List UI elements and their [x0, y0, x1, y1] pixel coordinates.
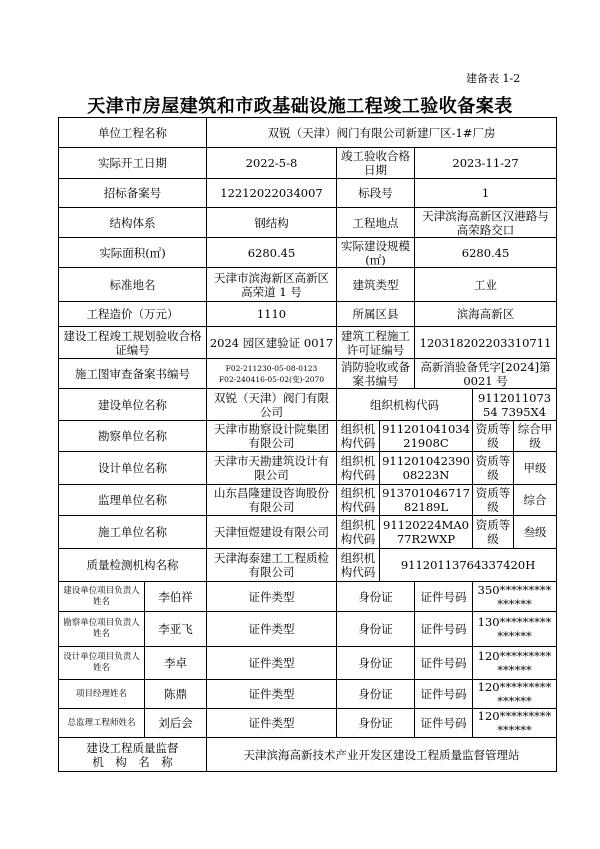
- label-cell: 标段号: [337, 179, 415, 208]
- value-cell: 综合甲级: [514, 421, 557, 452]
- value-cell: 身份证: [337, 709, 415, 738]
- table-row: [59, 421, 557, 452]
- table-row: [59, 118, 557, 148]
- value-cell: 91120224MA077R2WXP: [380, 516, 473, 549]
- value-cell: 91120113764337420H: [380, 549, 557, 582]
- label-cell: 证件号码: [415, 582, 473, 612]
- value-cell: 工业: [415, 268, 557, 302]
- supervision-label-line-1: 建设工程质量监督: [86, 740, 179, 755]
- page-title: 天津市房屋建筑和市政基础设施工程竣工验收备案表: [87, 96, 513, 117]
- label-cell: 竣工验收合格日期: [337, 148, 415, 179]
- table-row: [59, 208, 557, 238]
- label-cell: 监理单位名称: [59, 485, 207, 516]
- value-cell: 91120104103421908C: [380, 421, 473, 452]
- table-row: [59, 148, 557, 179]
- label-cell: 勘察单位名称: [59, 421, 207, 452]
- label-cell: 所属区县: [337, 302, 415, 327]
- value-cell: 山东昌隆建设咨询股份有限公司: [207, 485, 337, 516]
- label-cell: [59, 738, 207, 772]
- value-cell: 911201107354 7395X4: [473, 389, 557, 421]
- value-cell: 130***************: [473, 612, 557, 647]
- value-cell: 李伯祥: [145, 582, 207, 612]
- value-cell: 2024 园区建验证 0017: [207, 327, 337, 359]
- value-cell: 滨海高新区: [415, 302, 557, 327]
- filing-table: [58, 117, 557, 772]
- label-cell: 证件类型: [207, 612, 337, 647]
- label-cell: 证件号码: [415, 709, 473, 738]
- value-cell: 身份证: [337, 612, 415, 647]
- value-cell: 120***************: [473, 647, 557, 680]
- label-cell: 证件号码: [415, 612, 473, 647]
- table-row: [59, 452, 557, 485]
- label-cell: 项目经理姓名: [59, 680, 145, 709]
- label-cell: 组织机构代码: [337, 549, 380, 582]
- table-row: [59, 612, 557, 647]
- label-cell: 设计单位项目负责人姓名: [59, 647, 145, 680]
- label-cell: 设计单位名称: [59, 452, 207, 485]
- value-cell: 身份证: [337, 680, 415, 709]
- value-cell: 天津滨海高新区汉港路与高荣路交口: [415, 208, 557, 238]
- value-cell: 1: [415, 179, 557, 208]
- label-cell: 资质等级: [473, 485, 514, 516]
- table-row: [59, 389, 557, 421]
- value-cell: 6280.45: [207, 238, 337, 268]
- value-cell: 刘后会: [145, 709, 207, 738]
- drawing-number-1: F02-211230-05-08-0123: [225, 363, 318, 373]
- supervision-label-line-2: 机 构 名 称: [92, 754, 173, 769]
- value-cell: 身份证: [337, 582, 415, 612]
- drawing-number-2: F02-240416-05-02(变)-2070: [218, 374, 325, 384]
- table-row: [59, 647, 557, 680]
- value-cell: 高新消验备凭字[2024]第 0021 号: [415, 359, 557, 389]
- label-cell: 勘察单位项目负责人姓名: [59, 612, 145, 647]
- table-row: [59, 709, 557, 738]
- value-cell: 天津市勘察设计院集团有限公司: [207, 421, 337, 452]
- value-cell: 钢结构: [207, 208, 337, 238]
- table-row: [59, 302, 557, 327]
- label-cell: 证件类型: [207, 709, 337, 738]
- label-cell: 证件类型: [207, 582, 337, 612]
- value-cell: 叁级: [514, 516, 557, 549]
- form-number: 建备表 1-2: [466, 72, 521, 85]
- value-cell: 91120104239008223N: [380, 452, 473, 485]
- label-cell: 证件号码: [415, 680, 473, 709]
- table-row: [59, 179, 557, 208]
- value-cell: 120***************: [473, 680, 557, 709]
- label-cell: 证件类型: [207, 680, 337, 709]
- value-cell: 天津市滨海新区高新区高荣道 1 号: [207, 268, 337, 302]
- label-cell: 消防验收或备案书编号: [337, 359, 415, 389]
- value-cell: 6280.45: [415, 238, 557, 268]
- value-cell: 350***************: [473, 582, 557, 612]
- value-cell: 2023-11-27: [415, 148, 557, 179]
- label-cell: 组织机构代码: [337, 485, 380, 516]
- table-row: [59, 327, 557, 359]
- value-cell: [207, 359, 337, 389]
- value-cell: 李亚飞: [145, 612, 207, 647]
- label-cell: 实际建设规模(㎡): [337, 238, 415, 268]
- label-cell: 资质等级: [473, 452, 514, 485]
- table-row: [59, 485, 557, 516]
- value-cell: 天津市天勘建筑设计有限公司: [207, 452, 337, 485]
- label-cell: 标准地名: [59, 268, 207, 302]
- value-cell: 天津恒煜建设有限公司: [207, 516, 337, 549]
- value-cell: 天津海泰建工工程质检有限公司: [207, 549, 337, 582]
- value-cell: 913701046717 82189L: [380, 485, 473, 516]
- value-cell: 综合: [514, 485, 557, 516]
- label-cell: 证件号码: [415, 647, 473, 680]
- label-cell: 单位工程名称: [59, 118, 207, 148]
- table-row: [59, 238, 557, 268]
- label-cell: 实际面积(㎡): [59, 238, 207, 268]
- label-cell: 实际开工日期: [59, 148, 207, 179]
- value-cell: 甲级: [514, 452, 557, 485]
- table-row: [59, 738, 557, 772]
- label-cell: 组织机构代码: [337, 452, 380, 485]
- value-cell: 李卓: [145, 647, 207, 680]
- label-cell: 证件类型: [207, 647, 337, 680]
- label-cell: 资质等级: [473, 516, 514, 549]
- label-cell: 资质等级: [473, 421, 514, 452]
- table-row: [59, 680, 557, 709]
- label-cell: 建筑工程施工许可证编号: [337, 327, 415, 359]
- table-row: [59, 549, 557, 582]
- label-cell: 总监理工程师姓名: [59, 709, 145, 738]
- label-cell: 结构体系: [59, 208, 207, 238]
- label-cell: 建设单位名称: [59, 389, 207, 421]
- table-row: [59, 516, 557, 549]
- value-cell: 身份证: [337, 647, 415, 680]
- label-cell: 招标备案号: [59, 179, 207, 208]
- table-row: [59, 582, 557, 612]
- value-cell: 120318202203310711: [415, 327, 557, 359]
- value-cell: 陈鼎: [145, 680, 207, 709]
- value-cell: 双锐（天津）阀门有限公司新建厂区-1#厂房: [207, 118, 557, 148]
- table-row: [59, 268, 557, 302]
- label-cell: 组织机构代码: [337, 389, 473, 421]
- value-cell: 天津滨海高新技术产业开发区建设工程质量监督管理站: [207, 738, 557, 772]
- value-cell: 1110: [207, 302, 337, 327]
- value-cell: 2022-5-8: [207, 148, 337, 179]
- label-cell: 施工图审查备案书编号: [59, 359, 207, 389]
- label-cell: 施工单位名称: [59, 516, 207, 549]
- label-cell: 工程地点: [337, 208, 415, 238]
- value-cell: 双锐（天津）阀门有限公司: [207, 389, 337, 421]
- label-cell: 质量检测机构名称: [59, 549, 207, 582]
- value-cell: 120***************: [473, 709, 557, 738]
- label-cell: 建设单位项目负责人姓名: [59, 582, 145, 612]
- label-cell: 组织机构代码: [337, 516, 380, 549]
- value-cell: 12212022034007: [207, 179, 337, 208]
- label-cell: 组织机构代码: [337, 421, 380, 452]
- table-row: [59, 359, 557, 389]
- label-cell: 工程造价（万元）: [59, 302, 207, 327]
- label-cell: 建设工程竣工规划验收合格证编号: [59, 327, 207, 359]
- label-cell: 建筑类型: [337, 268, 415, 302]
